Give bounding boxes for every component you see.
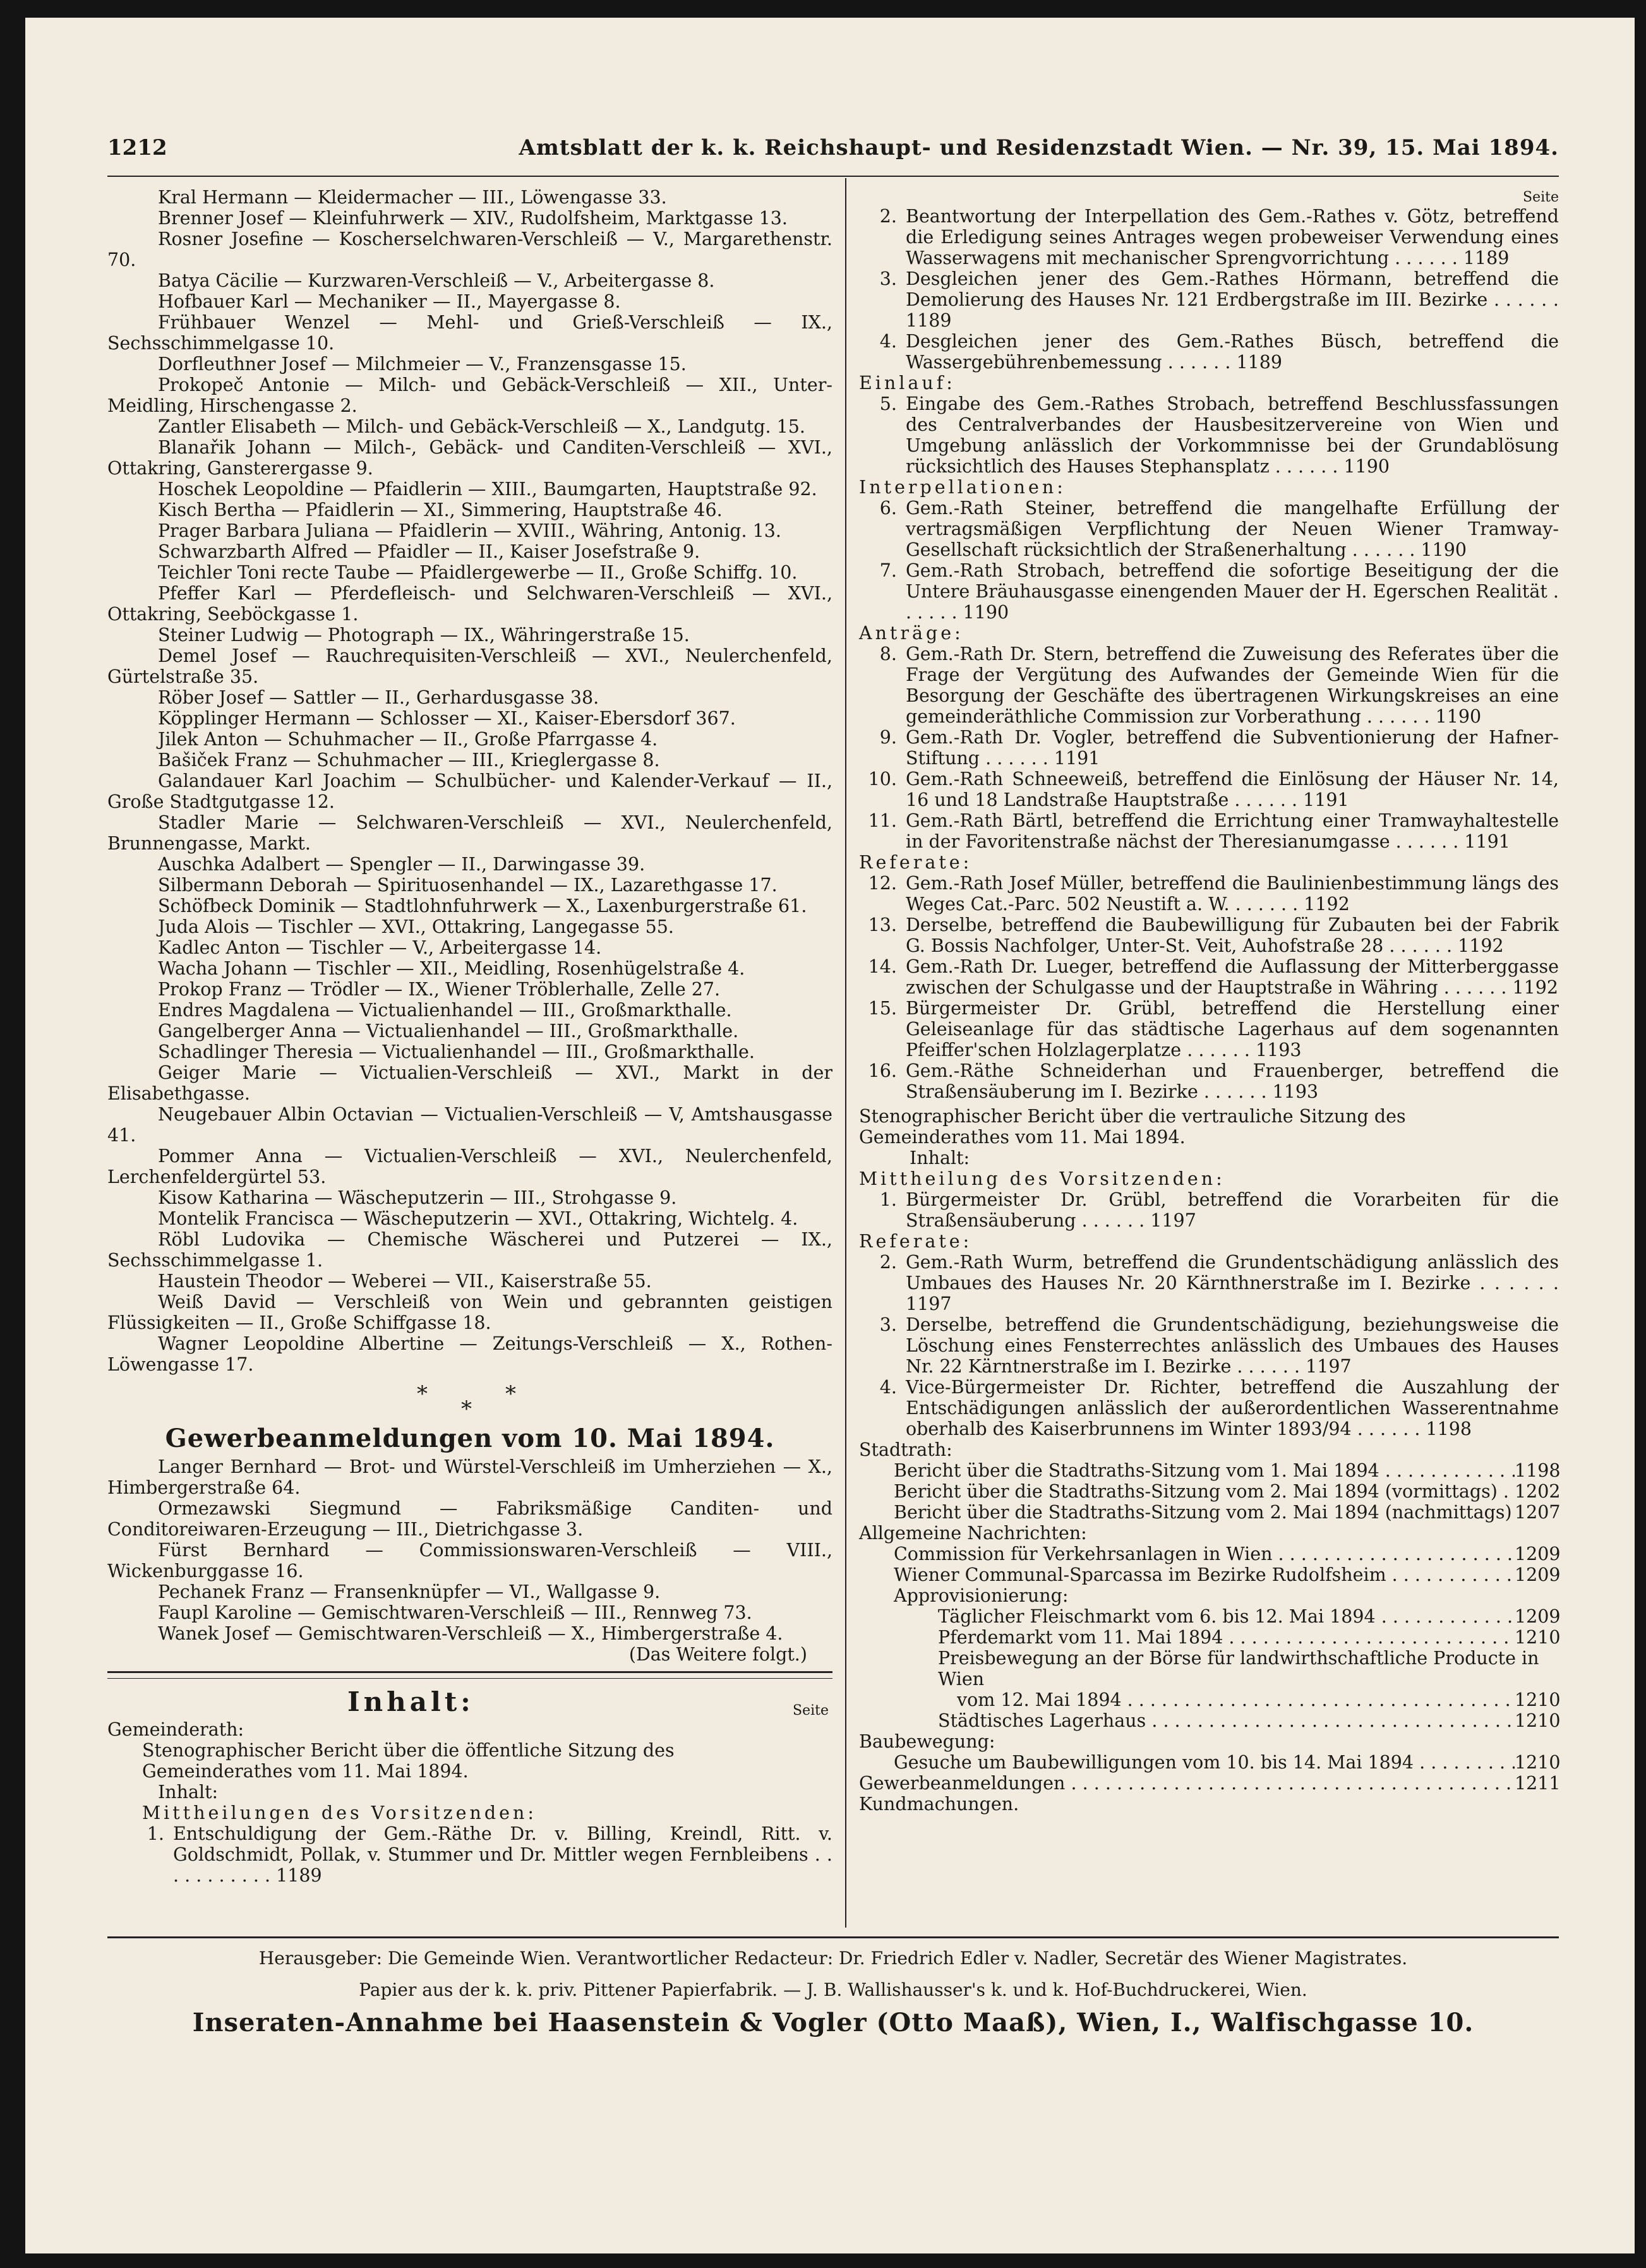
- register-entry: Silbermann Deborah — Spirituosenhandel — IX., Lazarethgasse 17.: [158, 875, 778, 896]
- register-entry: Juda Alois — Tischler — XVI., Ottakring, Langegasse 55.: [158, 916, 674, 937]
- contents-item: [859, 268, 1559, 331]
- entry-page: 1209: [1515, 1606, 1561, 1627]
- left-column: [107, 187, 832, 1886]
- item-text: Derselbe, betreffend die Grundentschädigung, beziehungsweise die Löschung eines Fensterrechtes anlässlich des Umbaues des Hauses Nr. 22 Kärntnerstraße im I. Bezirke . . . . . . 1197: [906, 1314, 1559, 1377]
- page-number: 1212: [107, 135, 167, 160]
- page-sheet: [25, 18, 1635, 2253]
- item-text: Gem.-Rath Josef Müller, betreffend die Baulinienbestimmung längs des Weges Cat.-Parc. 502 Neustift a. W. . . . . . . 1192: [906, 873, 1559, 915]
- contents-item: [859, 331, 1559, 373]
- contents-title: Inhalt:: [347, 1686, 474, 1717]
- contents-entry: [859, 1773, 1559, 1794]
- contents-group: Mittheilung des Vorsitzenden:: [859, 1168, 1225, 1189]
- contents-item: [859, 1060, 1559, 1102]
- section-separator: [107, 1375, 832, 1422]
- entry-page: 1210: [1515, 1752, 1561, 1773]
- contents-item: [859, 873, 1559, 915]
- contents-subsection: Stenographischer Bericht über die vertrauliche Sitzung des Gemeinderathes vom 11. Mai 1894.: [859, 1106, 1406, 1148]
- item-number: 4.: [879, 1377, 897, 1398]
- header-rule: [107, 176, 1559, 177]
- register-entry: Kisow Katharina — Wäscheputzerin — III., Strohgasse 9.: [158, 1187, 677, 1208]
- register-entry: Kadlec Anton — Tischler — V., Arbeitergasse 14.: [158, 937, 602, 958]
- entry-text: Bericht über die Stadtraths-Sitzung vom 2. Mai 1894 (nachmittags) . . .: [894, 1502, 1515, 1523]
- contents-entry: [859, 1460, 1559, 1481]
- item-description: Desgleichen jener des Gem.-Rathes Büsch, betreffend die Wassergebührenbemessung: [906, 331, 1559, 373]
- register-entry: Neugebauer Albin Octavian — Victualien-Verschleiß — V, Amtshausgasse 41.: [107, 1104, 832, 1146]
- register-entry: Kisch Bertha — Pfaidlerin — XI., Simmering, Hauptstraße 46.: [158, 500, 723, 520]
- register-entry: Teichler Toni recte Taube — Pfaidlergewerbe — II., Große Schiffg. 10.: [158, 562, 798, 583]
- page-column-label: Seite: [793, 1703, 829, 1719]
- entry-text: Gesuche um Baubewilligungen vom 10. bis 14. Mai 1894 . . .: [894, 1752, 1515, 1773]
- continued-note: (Das Weitere folgt.): [628, 1644, 807, 1665]
- item-number: 13.: [868, 915, 897, 935]
- entry-text: Städtisches Lagerhaus . . .: [938, 1710, 1515, 1731]
- item-number: 2.: [879, 1252, 897, 1273]
- entry-page: 1210: [1515, 1689, 1561, 1710]
- contents-items: [859, 644, 1559, 852]
- item-description: Desgleichen jener des Gem.-Rathes Hörmann, betreffend die Demolierung des Hauses Nr. 121 Erdbergstraße im III. Bezirke: [906, 268, 1559, 310]
- item-text: Gem.-Rath Strobach, betreffend die sofortige Beseitigung der die Untere Bräuhausgasse einengenden Mauer der H. Egerschen Realität . . . . . . 1190: [906, 560, 1559, 623]
- item-page: 1190: [1343, 456, 1390, 477]
- contents-items: [859, 1189, 1559, 1231]
- item-page: 1190: [1421, 539, 1467, 560]
- item-description: Gem.-Rath Dr. Lueger, betreffend die Auflassung der Mitterberggasse zwischen der Schulgasse und der Hauptstraße in Währing: [906, 956, 1559, 998]
- register-entry: Geiger Marie — Victualien-Verschleiß — XVI., Markt in der Elisabethgasse.: [107, 1062, 832, 1104]
- separator-star: *: [505, 1381, 516, 1407]
- item-number: 2.: [879, 206, 897, 227]
- item-page: 1189: [906, 310, 952, 331]
- item-number: 5.: [879, 393, 897, 414]
- footer-rule: [107, 1936, 1559, 1938]
- contents-items: [859, 498, 1559, 623]
- register-entry: Brenner Josef — Kleinfuhrwerk — XIV., Rudolfsheim, Marktgasse 13.: [158, 208, 788, 229]
- item-description: Bürgermeister Dr. Grübl, betreffend die Vorarbeiten für die Straßensäuberung: [906, 1189, 1559, 1231]
- contents-heading: [107, 1686, 832, 1719]
- entry-text: Commission für Verkehrsanlagen in Wien . . .: [894, 1544, 1515, 1564]
- separator-star: *: [461, 1396, 472, 1422]
- contents-item: [859, 393, 1559, 477]
- register-entry: Wagner Leopoldine Albertine — Zeitungs-Verschleiß — X., Rothen-Löwengasse 17.: [107, 1333, 832, 1375]
- contents-entry: [859, 1752, 1559, 1773]
- item-page: 1193: [1272, 1081, 1319, 1102]
- separator-star: *: [417, 1381, 428, 1407]
- register-entry: Endres Magdalena — Victualienhandel — III., Großmarkthalle.: [158, 1000, 732, 1021]
- contents-group: Interpellationen:: [859, 477, 1066, 498]
- item-text: Bürgermeister Dr. Grübl, betreffend die Herstellung einer Geleiseanlage für das städtische Lagerhaus auf dem sogenannten Pfeiffer'schen Holzlagerplatze . . . . . . 1193: [906, 998, 1559, 1060]
- column-divider: [845, 178, 846, 1928]
- contents-group: Referate:: [859, 1231, 973, 1252]
- register-entry: Langer Bernhard — Brot- und Würstel-Verschleiß im Umherziehen — X., Himbergerstraße 64.: [107, 1456, 832, 1498]
- item-text: Gem.-Rath Schneeweiß, betreffend die Einlösung der Häuser Nr. 14, 16 und 18 Landstraße Hauptstraße . . . . . . 1191: [906, 769, 1559, 810]
- item-text: Gem.-Rath Steiner, betreffend die mangelhafte Erfüllung der vertragsmäßigen Verpflichtung der Neuen Wiener Tramway-Gesellschaft rücksichtlich der Straßenerhaltung . . . . . . 1190: [906, 498, 1559, 560]
- contents-item: [859, 956, 1559, 998]
- item-text: Gem.-Rath Wurm, betreffend die Grundentschädigung anlässlich des Umbaues des Hauses Nr. 20 Kärnthnerstraße im I. Bezirke . . . . . . 1197: [906, 1252, 1559, 1314]
- register-entry: Pfeffer Karl — Pferdefleisch- und Selchwaren-Verschleiß — XVI., Ottakring, Seeböckgasse 1.: [107, 583, 832, 625]
- register-entry: Gangelberger Anna — Victualienhandel — III., Großmarkthalle.: [158, 1021, 739, 1041]
- register-entry: Wanek Josef — Gemischtwaren-Verschleiß — X., Himbergerstraße 4.: [158, 1623, 783, 1644]
- section-heading: Gewerbeanmeldungen vom 10. Mai 1894.: [165, 1424, 775, 1453]
- item-number: 12.: [868, 873, 897, 894]
- contents-entry: Preisbewegung an der Börse für landwirthschaftliche Producte in Wien: [938, 1648, 1539, 1689]
- register-entry: Rosner Josefine — Koscherselchwaren-Verschleiß — V., Margarethenstr. 70.: [107, 229, 832, 270]
- item-number: 7.: [879, 560, 897, 581]
- right-column: [859, 187, 1559, 1815]
- entry-page: 1198: [1515, 1460, 1561, 1481]
- item-number: 4.: [879, 331, 897, 352]
- register-entry: Prokop Franz — Trödler — IX., Wiener Tröblerhalle, Zelle 27.: [158, 979, 721, 1000]
- register-entry: Demel Josef — Rauchrequisiten-Verschleiß — XVI., Neulerchenfeld, Gürtelstraße 35.: [107, 645, 832, 687]
- register-entry: Frühbauer Wenzel — Mehl- und Grieß-Verschleiß — IX., Sechsschimmelgasse 10.: [107, 312, 832, 354]
- register-entry: Dorfleuthner Josef — Milchmeier — V., Franzensgasse 15.: [158, 354, 687, 375]
- register-entry: Fürst Bernhard — Commissionswaren-Verschleiß — VIII., Wickenburggasse 16.: [107, 1540, 832, 1581]
- entry-text: Bericht über die Stadtraths-Sitzung vom 2. Mai 1894 (vormittags) . . .: [894, 1481, 1515, 1502]
- entry-page: 1209: [1515, 1564, 1561, 1585]
- register-entry: Hofbauer Karl — Mechaniker — II., Mayergasse 8.: [158, 291, 621, 312]
- contents-items: [859, 873, 1559, 1102]
- item-description: Beantwortung der Interpellation des Gem.-Rathes v. Götz, betreffend die Erledigung seines Antrages wegen probeweiser Verwendung eines Wasserwagens mit mechanischer Sprengvorrichtung: [906, 206, 1559, 268]
- contents-entry: [859, 1627, 1559, 1648]
- item-page: 1191: [1303, 789, 1349, 810]
- contents-item: [859, 998, 1559, 1060]
- item-description: Gem.-Rath Wurm, betreffend die Grundentschädigung anlässlich des Umbaues des Hauses Nr. 20 Kärnthnerstraße im I. Bezirke: [906, 1252, 1559, 1293]
- register-entry: Montelik Francisca — Wäscheputzerin — XVI., Ottakring, Wichtelg. 4.: [158, 1208, 798, 1229]
- register-entry: Weiß David — Verschleiß von Wein und gebrannten geistigen Flüssigkeiten — II., Große Schiffgasse 18.: [107, 1292, 832, 1333]
- item-text: Gem.-Räthe Schneiderhan und Frauenberger, betreffend die Straßensäuberung im I. Bezirke . . . . . . 1193: [906, 1060, 1559, 1102]
- double-rule: [107, 1671, 832, 1679]
- item-description: Gem.-Rath Steiner, betreffend die mangelhafte Erfüllung der vertragsmäßigen Verpflichtung der Neuen Wiener Tramway-Gesellschaft rücksichtlich der Straßenerhaltung: [906, 498, 1559, 560]
- contents-entry: [859, 1544, 1559, 1564]
- contents-group: Mittheilungen des Vorsitzenden:: [142, 1803, 537, 1823]
- item-text: Vice-Bürgermeister Dr. Richter, betreffend die Auszahlung der Entschädigungen anlässlich der außerordentlichen Wasserentnahme oberhalb des Kaiserbrunnens im Winter 1893/94 . . . . . . 1198: [906, 1377, 1559, 1439]
- item-number: 3.: [879, 1314, 897, 1335]
- item-description: Vice-Bürgermeister Dr. Richter, betreffend die Auszahlung der Entschädigungen anlässlich der außerordentlichen Wasserentnahme oberhalb des Kaiserbrunnens im Winter 1893/94: [906, 1377, 1559, 1439]
- item-page: 1197: [1306, 1356, 1352, 1377]
- register-entry: Jilek Anton — Schuhmacher — II., Große Pfarrgasse 4.: [158, 729, 658, 750]
- item-text: Desgleichen jener des Gem.-Rathes Büsch, betreffend die Wassergebührenbemessung . . . . . . 1189: [906, 331, 1559, 373]
- contents-section: Gemeinderath:: [107, 1719, 244, 1740]
- contents-item: [859, 1252, 1559, 1314]
- item-number: 9.: [879, 727, 897, 748]
- entry-page: 1202: [1515, 1481, 1561, 1502]
- contents-items: [859, 393, 1559, 477]
- register-entry: Röbl Ludovika — Chemische Wäscherei und Putzerei — IX., Sechsschimmelgasse 1.: [107, 1229, 832, 1271]
- register-entry: Haustein Theodor — Weberei — VII., Kaiserstraße 55.: [158, 1271, 652, 1292]
- contents-section: Stadtrath:: [859, 1439, 952, 1460]
- register-entry: Blanařik Johann — Milch-, Gebäck- und Canditen-Verschleiß — XVI., Ottakring, Gansterergasse 9.: [107, 437, 832, 479]
- item-description: Gem.-Rath Josef Müller, betreffend die Baulinienbestimmung längs des Weges Cat.-Parc. 502 Neustift a. W.: [906, 873, 1559, 915]
- contents-items: [859, 1606, 1559, 1648]
- contents-items: [859, 206, 1559, 373]
- entry-text: Bericht über die Stadtraths-Sitzung vom 1. Mai 1894 . . .: [894, 1460, 1515, 1481]
- register-entry: Schadlinger Theresia — Victualienhandel — III., Großmarkthalle.: [158, 1041, 755, 1062]
- item-text: Entschuldigung der Gem.-Räthe Dr. v. Billing, Kreindl, Ritt. v. Goldschmidt, Pollak, v. Stummer und Dr. Mittler wegen Fernbleibens . . . . . . . . . . . 1189: [173, 1823, 832, 1886]
- register-entry: Kral Hermann — Kleidermacher — III., Löwengasse 33.: [158, 187, 667, 208]
- item-page: 1197: [906, 1293, 952, 1314]
- item-description: Gem.-Rath Dr. Stern, betreffend die Zuweisung des Referates über die Frage der Vergütung des Aufwandes der Gemeinde Wien für die Besorgung der Geschäfte des übertragenen Wirkungskreises an eine gemeinderäthliche Commission zur Vorberathung: [906, 644, 1559, 727]
- register-entry: Steiner Ludwig — Photograph — IX., Währingerstraße 15.: [158, 625, 690, 645]
- contents-subheading: Inhalt:: [910, 1148, 970, 1168]
- item-page: 1190: [1435, 706, 1482, 727]
- entry-text: Täglicher Fleischmarkt vom 6. bis 12. Mai 1894 . . .: [938, 1606, 1515, 1627]
- contents-item: [859, 769, 1559, 810]
- register-entry: Köpplinger Hermann — Schlosser — XI., Kaiser-Ebersdorf 367.: [158, 708, 736, 729]
- entry-text: vom 12. Mai 1894 . . .: [957, 1689, 1515, 1710]
- contents-item: [859, 560, 1559, 623]
- item-text: Eingabe des Gem.-Rathes Strobach, betreffend Beschlussfassungen des Centralverbandes der Hausbesitzervereine von Wien und Umgebung anlässlich der Vorkommnisse bei der Grundablösung rücksichtlich des Hauses Stephansplatz . . . . . . 1190: [906, 393, 1559, 477]
- item-text: Bürgermeister Dr. Grübl, betreffend die Vorarbeiten für die Straßensäuberung . . . . . . 1197: [906, 1189, 1559, 1231]
- item-page: 1189: [276, 1865, 322, 1886]
- contents-subheading: Inhalt:: [158, 1782, 219, 1803]
- item-description: Gem.-Rath Dr. Vogler, betreffend die Subventionierung der Hafner-Stiftung: [906, 727, 1559, 769]
- item-number: 15.: [868, 998, 897, 1019]
- contents-entry: [859, 1502, 1559, 1523]
- item-page: 1190: [963, 602, 1009, 623]
- contents-subsection: Approvisionierung:: [894, 1585, 1069, 1606]
- publisher-line: Herausgeber: Die Gemeinde Wien. Verantwortlicher Redacteur: Dr. Friedrich Edler v. Nadler, Secretär des Wiener Magistrates.: [258, 1948, 1408, 1969]
- contents-entry: [859, 1564, 1559, 1585]
- trade-register-list: [107, 187, 832, 1375]
- register-entry: Faupl Karoline — Gemischtwaren-Verschleiß — III., Rennweg 73.: [158, 1602, 752, 1623]
- item-description: Derselbe, betreffend die Baubewilligung für Zubauten bei der Fabrik G. Bossis Nachfolger, Unter-St. Veit, Auhofstraße 28: [906, 915, 1559, 956]
- register-entry: Batya Cäcilie — Kurzwaren-Verschleiß — V., Arbeitergasse 8.: [158, 270, 715, 291]
- register-entry: Prager Barbara Juliana — Pfaidlerin — XVIII., Währing, Antonig. 13.: [158, 520, 781, 541]
- contents-item: [859, 1314, 1559, 1377]
- entry-page: 1210: [1515, 1710, 1561, 1731]
- register-entry: Zantler Elisabeth — Milch- und Gebäck-Verschleiß — X., Landgutg. 15.: [158, 416, 805, 437]
- entry-text: Gewerbeanmeldungen . . .: [859, 1773, 1515, 1794]
- entry-text: Wiener Communal-Sparcassa im Bezirke Rudolfsheim . . .: [894, 1564, 1515, 1585]
- entry-page: 1209: [1515, 1544, 1561, 1564]
- contents-entry: [859, 1710, 1559, 1731]
- register-entry: Hoschek Leopoldine — Pfaidlerin — XIII., Baumgarten, Hauptstraße 92.: [158, 479, 817, 500]
- contents-item: [107, 1823, 832, 1886]
- item-page: 1191: [1054, 748, 1100, 769]
- register-entry: Stadler Marie — Selchwaren-Verschleiß — XVI., Neulerchenfeld, Brunnengasse, Markt.: [107, 812, 832, 854]
- item-number: 11.: [868, 810, 897, 831]
- trade-registration-list: [107, 1456, 832, 1644]
- item-description: Gem.-Rath Bärtl, betreffend die Errichtung einer Tramwayhaltestelle in der Favoritenstraße nächst der Theresianumgasse: [906, 810, 1559, 852]
- item-text: Beantwortung der Interpellation des Gem.-Rathes v. Götz, betreffend die Erledigung seines Antrages wegen probeweiser Verwendung eines Wasserwagens mit mechanischer Sprengvorrichtung . . . . . . 1189: [906, 206, 1559, 268]
- item-number: 1.: [147, 1823, 164, 1844]
- register-entry: Bašiček Franz — Schuhmacher — III., Krieglergasse 8.: [158, 750, 660, 771]
- contents-entry: [859, 1481, 1559, 1502]
- item-number: 1.: [879, 1189, 897, 1210]
- item-page: 1189: [1236, 352, 1282, 373]
- contents-items: [859, 1252, 1559, 1439]
- item-number: 3.: [879, 268, 897, 289]
- item-page: 1193: [1255, 1040, 1302, 1060]
- contents-section: Baubewegung:: [859, 1731, 995, 1752]
- item-text: Derselbe, betreffend die Baubewilligung für Zubauten bei der Fabrik G. Bossis Nachfolger, Unter-St. Veit, Auhofstraße 28 . . . . . . 1192: [906, 915, 1559, 956]
- item-page: 1198: [1426, 1419, 1472, 1439]
- item-page: 1191: [1464, 831, 1510, 852]
- contents-group: Referate:: [859, 852, 973, 873]
- newspaper-page: [107, 112, 1559, 2197]
- page-column-label: Seite: [1523, 189, 1559, 205]
- register-entry: Pechanek Franz — Fransenknüpfer — VI., Wallgasse 9.: [158, 1581, 661, 1602]
- contents-item: [859, 644, 1559, 727]
- printer-line: Papier aus der k. k. priv. Pittener Papierfabrik. — J. B. Wallishausser's k. und k. Hof-Buchdruckerei, Wien.: [359, 1979, 1307, 2000]
- item-number: 6.: [879, 498, 897, 519]
- register-entry: Auschka Adalbert — Spengler — II., Darwingasse 39.: [158, 854, 646, 875]
- contents-group: Anträge:: [859, 623, 964, 644]
- contents-item: [859, 915, 1559, 956]
- register-entry: Schwarzbarth Alfred — Pfaidler — II., Kaiser Josefstraße 9.: [158, 541, 700, 562]
- running-title: Amtsblatt der k. k. Reichshaupt- und Residenzstadt Wien. — Nr. 39, 15. Mai 1894.: [519, 135, 1559, 160]
- entry-page: 1207: [1515, 1502, 1561, 1523]
- contents-item: [859, 498, 1559, 560]
- item-description: Derselbe, betreffend die Grundentschädigung, beziehungsweise die Löschung eines Fensterrechtes anlässlich des Umbaues des Hauses Nr. 22 Kärntnerstraße im I. Bezirke: [906, 1314, 1559, 1377]
- entry-text: Pferdemarkt vom 11. Mai 1894 . . .: [938, 1627, 1515, 1648]
- item-text: Desgleichen jener des Gem.-Rathes Hörmann, betreffend die Demolierung des Hauses Nr. 121 Erdbergstraße im III. Bezirke . . . . . . 1189: [906, 268, 1559, 331]
- entry-page: 1211: [1515, 1773, 1561, 1794]
- contents-item: [859, 206, 1559, 268]
- item-text: Gem.-Rath Dr. Vogler, betreffend die Subventionierung der Hafner-Stiftung . . . . . . 1191: [906, 727, 1559, 769]
- contents-item: [859, 810, 1559, 852]
- register-entry: Schöfbeck Dominik — Stadtlohnfuhrwerk — X., Laxenburgerstraße 61.: [158, 896, 807, 916]
- item-page: 1197: [1150, 1210, 1196, 1231]
- advertising-line: Inseraten-Annahme bei Haasenstein & Vogler (Otto Maaß), Wien, I., Walfischgasse 10.: [192, 2008, 1474, 2037]
- item-description: Gem.-Rath Strobach, betreffend die sofortige Beseitigung der die Untere Bräuhausgasse einengenden Mauer der H. Egerschen Realität: [906, 560, 1559, 602]
- item-description: Gem.-Räthe Schneiderhan und Frauenberger, betreffend die Straßensäuberung im I. Bezirke: [906, 1060, 1559, 1102]
- register-entry: Wacha Johann — Tischler — XII., Meidling, Rosenhügelstraße 4.: [158, 958, 745, 979]
- register-entry: Ormezawski Siegmund — Fabriksmäßige Canditen- und Conditoreiwaren-Erzeugung — III., Dietrichgasse 3.: [107, 1498, 832, 1540]
- item-description: Eingabe des Gem.-Rathes Strobach, betreffend Beschlussfassungen des Centralverbandes der Hausbesitzervereine von Wien und Umgebung anlässlich der Vorkommnisse bei der Grundablösung rücksichtlich des Hauses Stephansplatz: [906, 393, 1559, 477]
- contents-entry: [859, 1606, 1559, 1627]
- item-description: Bürgermeister Dr. Grübl, betreffend die Herstellung einer Geleiseanlage für das städtische Lagerhaus auf dem sogenannten Pfeiffer'schen Holzlagerplatze: [906, 998, 1559, 1060]
- contents-subsection: Stenographischer Bericht über die öffentliche Sitzung des Gemeinderathes vom 11. Mai 1894.: [142, 1740, 675, 1782]
- contents-entry: [859, 1689, 1559, 1710]
- item-number: 10.: [868, 769, 897, 789]
- contents-section: Allgemeine Nachrichten:: [859, 1523, 1087, 1544]
- item-number: 14.: [868, 956, 897, 977]
- contents-items: [859, 1544, 1559, 1585]
- contents-group: Einlauf:: [859, 373, 956, 393]
- item-text: Gem.-Rath Bärtl, betreffend die Errichtung einer Tramwayhaltestelle in der Favoritenstraße nächst der Theresianumgasse . . . . . . 1191: [906, 810, 1559, 852]
- register-entry: Prokopeč Antonie — Milch- und Gebäck-Verschleiß — XII., Unter-Meidling, Hirschengasse 2.: [107, 375, 832, 416]
- register-entry: Pommer Anna — Victualien-Verschleiß — XVI., Neulerchenfeld, Lerchenfeldergürtel 53.: [107, 1146, 832, 1187]
- contents-item: [859, 1377, 1559, 1439]
- item-description: Entschuldigung der Gem.-Räthe Dr. v. Billing, Kreindl, Ritt. v. Goldschmidt, Pollak, v. Stummer und Dr. Mittler wegen Fernbleibens: [173, 1823, 832, 1865]
- item-number: 8.: [879, 644, 897, 664]
- register-entry: Röber Josef — Sattler — II., Gerhardusgasse 38.: [158, 687, 599, 708]
- item-description: Gem.-Rath Schneeweiß, betreffend die Einlösung der Häuser Nr. 14, 16 und 18 Landstraße Hauptstraße: [906, 769, 1559, 810]
- contents-item: [859, 1189, 1559, 1231]
- contents-items: [859, 1460, 1559, 1523]
- item-page: 1192: [1458, 935, 1504, 956]
- page-header: [107, 135, 1559, 169]
- item-page: 1192: [1512, 977, 1558, 998]
- contents-item: [859, 727, 1559, 769]
- register-entry: Galandauer Karl Joachim — Schulbücher- und Kalender-Verkauf — II., Große Stadtgutgasse 12.: [107, 771, 832, 812]
- contents-section: Kundmachungen.: [859, 1794, 1019, 1815]
- item-page: 1189: [1463, 248, 1510, 268]
- item-text: Gem.-Rath Dr. Stern, betreffend die Zuweisung des Referates über die Frage der Vergütung des Aufwandes der Gemeinde Wien für die Besorgung der Geschäfte des übertragenen Wirkungskreises an eine gemeinderäthliche Commission zur Vorberathung . . . . . . 1190: [906, 644, 1559, 727]
- item-number: 16.: [868, 1060, 897, 1081]
- entry-page: 1210: [1515, 1627, 1561, 1648]
- item-page: 1192: [1304, 894, 1350, 915]
- item-text: Gem.-Rath Dr. Lueger, betreffend die Auflassung der Mitterberggasse zwischen der Schulgasse und der Hauptstraße in Währing . . . . . . 1192: [906, 956, 1559, 998]
